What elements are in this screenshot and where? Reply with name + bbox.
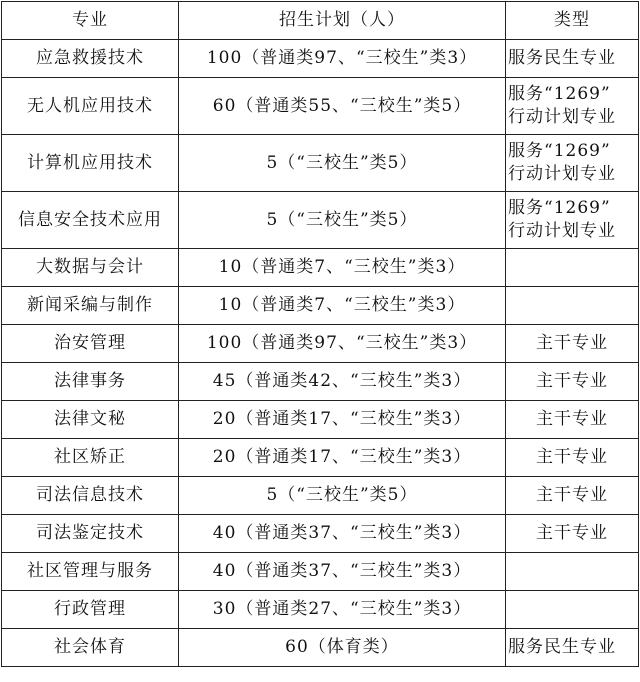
cell-type xyxy=(506,135,639,192)
table-row xyxy=(2,249,639,287)
type-line: 主干专业 xyxy=(536,485,608,505)
cell-plan: 20（普通类17、“三校生”类3） xyxy=(179,439,506,477)
cell-major: 计算机应用技术 xyxy=(2,135,179,192)
type-line: 行动计划专业 xyxy=(508,107,616,127)
cell-plan: 40（普通类37、“三校生”类3） xyxy=(179,553,506,591)
header-plan: 招生计划（人） xyxy=(179,2,506,40)
cell-type xyxy=(506,78,639,135)
cell-type xyxy=(506,477,639,515)
cell-type xyxy=(506,325,639,363)
type-line: 服务民生专业 xyxy=(508,637,616,657)
cell-type xyxy=(506,249,639,287)
type-line: 服务“1269” xyxy=(508,84,611,104)
type-line: 主干专业 xyxy=(536,409,608,429)
type-line: 行动计划专业 xyxy=(508,221,616,241)
cell-plan: 100（普通类97、“三校生”类3） xyxy=(179,40,506,78)
cell-major: 社区矫正 xyxy=(2,439,179,477)
cell-plan: 60（体育类） xyxy=(179,629,506,667)
cell-major: 应急救援技术 xyxy=(2,40,179,78)
header-row xyxy=(2,2,639,40)
table-row xyxy=(2,629,639,667)
cell-major: 新闻采编与制作 xyxy=(2,287,179,325)
cell-type xyxy=(506,287,639,325)
type-line: 行动计划专业 xyxy=(508,164,616,184)
table-row xyxy=(2,553,639,591)
cell-type xyxy=(506,439,639,477)
cell-type xyxy=(506,401,639,439)
cell-plan: 10（普通类7、“三校生”类3） xyxy=(179,249,506,287)
type-line: 服务“1269” xyxy=(508,141,611,161)
cell-type xyxy=(506,629,639,667)
table-row xyxy=(2,477,639,515)
table-header xyxy=(2,2,639,40)
table-row xyxy=(2,591,639,629)
cell-plan: 10（普通类7、“三校生”类3） xyxy=(179,287,506,325)
cell-major: 治安管理 xyxy=(2,325,179,363)
table-row xyxy=(2,40,639,78)
enrollment-plan-table xyxy=(1,1,639,667)
cell-plan: 5（“三校生”类5） xyxy=(179,192,506,249)
type-line: 主干专业 xyxy=(536,447,608,467)
type-line: 服务民生专业 xyxy=(508,48,616,68)
table-row xyxy=(2,363,639,401)
table-row xyxy=(2,401,639,439)
cell-major: 法律事务 xyxy=(2,363,179,401)
cell-type xyxy=(506,363,639,401)
cell-plan: 100（普通类97、“三校生”类3） xyxy=(179,325,506,363)
cell-type xyxy=(506,515,639,553)
cell-plan: 5（“三校生”类5） xyxy=(179,477,506,515)
table-row xyxy=(2,287,639,325)
table-row xyxy=(2,325,639,363)
cell-plan: 5（“三校生”类5） xyxy=(179,135,506,192)
table-row xyxy=(2,78,639,135)
table-row xyxy=(2,439,639,477)
cell-plan: 30（普通类27、“三校生”类3） xyxy=(179,591,506,629)
header-type: 类型 xyxy=(506,2,639,40)
table-row xyxy=(2,515,639,553)
header-major: 专业 xyxy=(2,2,179,40)
cell-type xyxy=(506,40,639,78)
type-line: 主干专业 xyxy=(536,333,608,353)
cell-plan: 20（普通类17、“三校生”类3） xyxy=(179,401,506,439)
cell-major: 社会体育 xyxy=(2,629,179,667)
cell-major: 大数据与会计 xyxy=(2,249,179,287)
cell-major: 无人机应用技术 xyxy=(2,78,179,135)
cell-plan: 60（普通类55、“三校生”类5） xyxy=(179,78,506,135)
type-line: 主干专业 xyxy=(536,523,608,543)
cell-major: 法律文秘 xyxy=(2,401,179,439)
cell-type xyxy=(506,553,639,591)
table-body xyxy=(2,40,639,667)
cell-major: 司法信息技术 xyxy=(2,477,179,515)
type-line: 服务“1269” xyxy=(508,198,611,218)
cell-major: 信息安全技术应用 xyxy=(2,192,179,249)
cell-plan: 45（普通类42、“三校生”类3） xyxy=(179,363,506,401)
table-row xyxy=(2,135,639,192)
cell-type xyxy=(506,192,639,249)
table-row xyxy=(2,192,639,249)
cell-plan: 40（普通类37、“三校生”类3） xyxy=(179,515,506,553)
cell-major: 社区管理与服务 xyxy=(2,553,179,591)
cell-major: 司法鉴定技术 xyxy=(2,515,179,553)
cell-major: 行政管理 xyxy=(2,591,179,629)
type-line: 主干专业 xyxy=(536,371,608,391)
cell-type xyxy=(506,591,639,629)
